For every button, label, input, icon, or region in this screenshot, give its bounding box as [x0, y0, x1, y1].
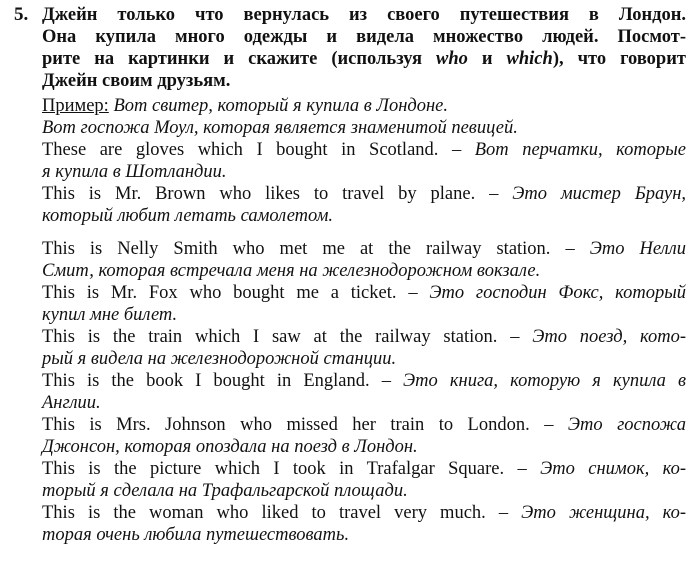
russian-translation: рый я видела на железнодорожной станции. [42, 349, 397, 369]
answer-line [42, 392, 686, 414]
answer-line [42, 161, 686, 183]
english-sentence: This is the book I bought in England. [42, 371, 382, 391]
answer-line [42, 282, 686, 304]
russian-translation: я купила в Шотландии. [42, 162, 227, 182]
example-text: Вот госпожа Моул, которая является знаменитой певицей. [42, 118, 518, 138]
answer-line [42, 326, 686, 348]
answer-line [42, 260, 686, 282]
english-sentence: This is the picture which I took in Trafalgar Square. [42, 459, 518, 479]
example-line [42, 117, 686, 139]
russian-translation: – Это женщина, ко- [498, 503, 686, 523]
answer-line [42, 458, 686, 480]
english-sentence: These are gloves which I bought in Scotland. [42, 140, 452, 160]
answer-line [42, 480, 686, 502]
russian-translation: – Это госпожа [544, 415, 686, 435]
russian-translation: который любит летать самолетом. [42, 206, 334, 226]
answer-line [42, 436, 686, 458]
english-sentence: This is Mr. Brown who likes to travel by plane. [42, 184, 490, 204]
russian-translation: – Это поезд, кото- [510, 327, 686, 347]
answer-line [42, 348, 686, 370]
answer-line [42, 238, 686, 260]
russian-translation: – Вот перчатки, которые [451, 140, 686, 160]
russian-translation: – Это мистер Браун, [489, 184, 686, 204]
russian-translation: – Это книга, которую я купила в [381, 371, 686, 391]
russian-translation: – Это господин Фокс, который [408, 283, 686, 303]
heading-text: ), что говорит [552, 49, 686, 69]
russian-translation: – Это снимок, ко- [517, 459, 686, 479]
english-sentence: This is Mr. Fox who bought me a ticket. [42, 283, 409, 303]
example-text: Вот свитер, который я купила в Лондоне. [108, 96, 449, 116]
keyword-who: who [436, 49, 468, 69]
heading-line: Джейн только что вернулась из своего путешествия в Лондон. [42, 5, 686, 25]
exercise-number: 5. [14, 4, 29, 25]
heading-text: рите на картинки и скажите (используя [42, 49, 437, 69]
answer-line [42, 304, 686, 326]
russian-translation: Джонсон, которая опоздала на поезд в Лондон. [42, 437, 418, 457]
answer-line [42, 205, 686, 227]
russian-translation: торый я сделала на Трафальгарской площади. [42, 481, 408, 501]
keyword-which: which [506, 49, 553, 69]
russian-translation: – Это Нелли [565, 239, 686, 259]
heading-line [42, 48, 686, 70]
answer-line [42, 370, 686, 392]
russian-translation: купил мне билет. [42, 305, 178, 325]
answer-line [42, 414, 686, 436]
heading-line: Она купила много одежды и видела множество людей. Посмот- [42, 27, 686, 47]
heading-line: Джейн своим друзьям. [42, 71, 231, 91]
answer-line [42, 139, 686, 161]
english-sentence: This is Nelly Smith who met me at the railway station. [42, 239, 566, 259]
heading-text: и [467, 49, 507, 69]
english-sentence: This is the train which I saw at the railway station. [42, 327, 511, 347]
answer-line [42, 524, 686, 546]
russian-translation: торая очень любила путешествовать. [42, 525, 350, 545]
example-line [42, 95, 686, 117]
answer-line [42, 183, 686, 205]
russian-translation: Смит, которая встречала меня на железнодорожном вокзале. [42, 261, 541, 281]
russian-translation: Англии. [42, 393, 101, 413]
english-sentence: This is the woman who liked to travel very much. [42, 503, 499, 523]
answer-line [42, 502, 686, 524]
english-sentence: This is Mrs. Johnson who missed her train to London. [42, 415, 545, 435]
example-label: Пример: [42, 96, 109, 116]
